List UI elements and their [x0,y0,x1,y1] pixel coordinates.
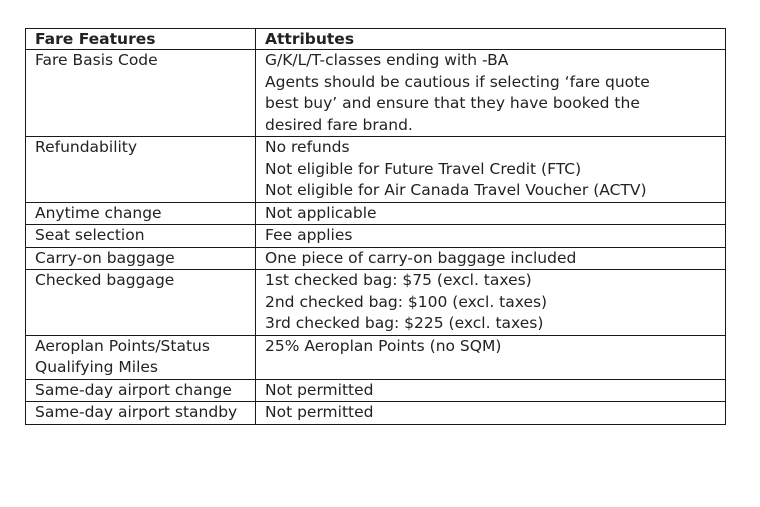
table-row [26,137,726,203]
table-row [26,335,726,379]
feature-cell: Seat selection [26,225,256,248]
attribute-line: 2nd checked bag: $100 (excl. taxes) [265,292,548,311]
attribute-line: Not permitted [265,403,374,421]
table-row [26,50,726,137]
table-row [26,225,726,248]
attribute-line: G/K/L/T-classes ending with -BA [265,51,509,69]
attribute-line: desired fare brand. [265,115,413,134]
attributes-cell [256,402,726,425]
attributes-cell [256,137,726,203]
feature-cell: Fare Basis Code [26,50,256,137]
header-fare-features: Fare Features [26,29,256,50]
attribute-line: Not eligible for Air Canada Travel Voucher (ACTV) [265,181,647,199]
attribute-line: Not eligible for Future Travel Credit (FTC) [265,159,582,178]
header-attributes: Attributes [256,29,726,50]
attribute-line: 1st checked bag: $75 (excl. taxes) [265,271,532,289]
table-row [26,402,726,425]
attribute-line: 3rd checked bag: $225 (excl. taxes) [265,314,544,332]
attributes-cell [256,335,726,379]
table-row [26,379,726,402]
table-row [26,270,726,336]
fare-features-table [25,28,726,425]
attributes-cell [256,379,726,402]
table-header-row [26,29,726,50]
attribute-line: One piece of carry-on baggage included [265,248,577,267]
feature-cell: Aeroplan Points/Status Qualifying Miles [26,335,256,379]
attribute-line: Not permitted [265,380,374,399]
attribute-line: No refunds [265,138,350,156]
feature-cell: Refundability [26,137,256,203]
attributes-cell [256,247,726,270]
feature-cell: Carry-on baggage [26,247,256,270]
feature-cell: Anytime change [26,202,256,225]
attributes-cell [256,50,726,137]
table-row [26,247,726,270]
attribute-line: Agents should be cautious if selecting ‘fare quote [265,72,650,91]
attribute-line: 25% Aeroplan Points (no SQM) [265,336,502,355]
attribute-line: best buy’ and ensure that they have booked the [265,94,640,112]
attribute-line: Not applicable [265,203,377,222]
attribute-line: Fee applies [265,226,353,244]
feature-cell: Same-day airport change [26,379,256,402]
feature-cell: Same-day airport standby [26,402,256,425]
attributes-cell [256,225,726,248]
feature-cell: Checked baggage [26,270,256,336]
table-row [26,202,726,225]
attributes-cell [256,202,726,225]
attributes-cell [256,270,726,336]
